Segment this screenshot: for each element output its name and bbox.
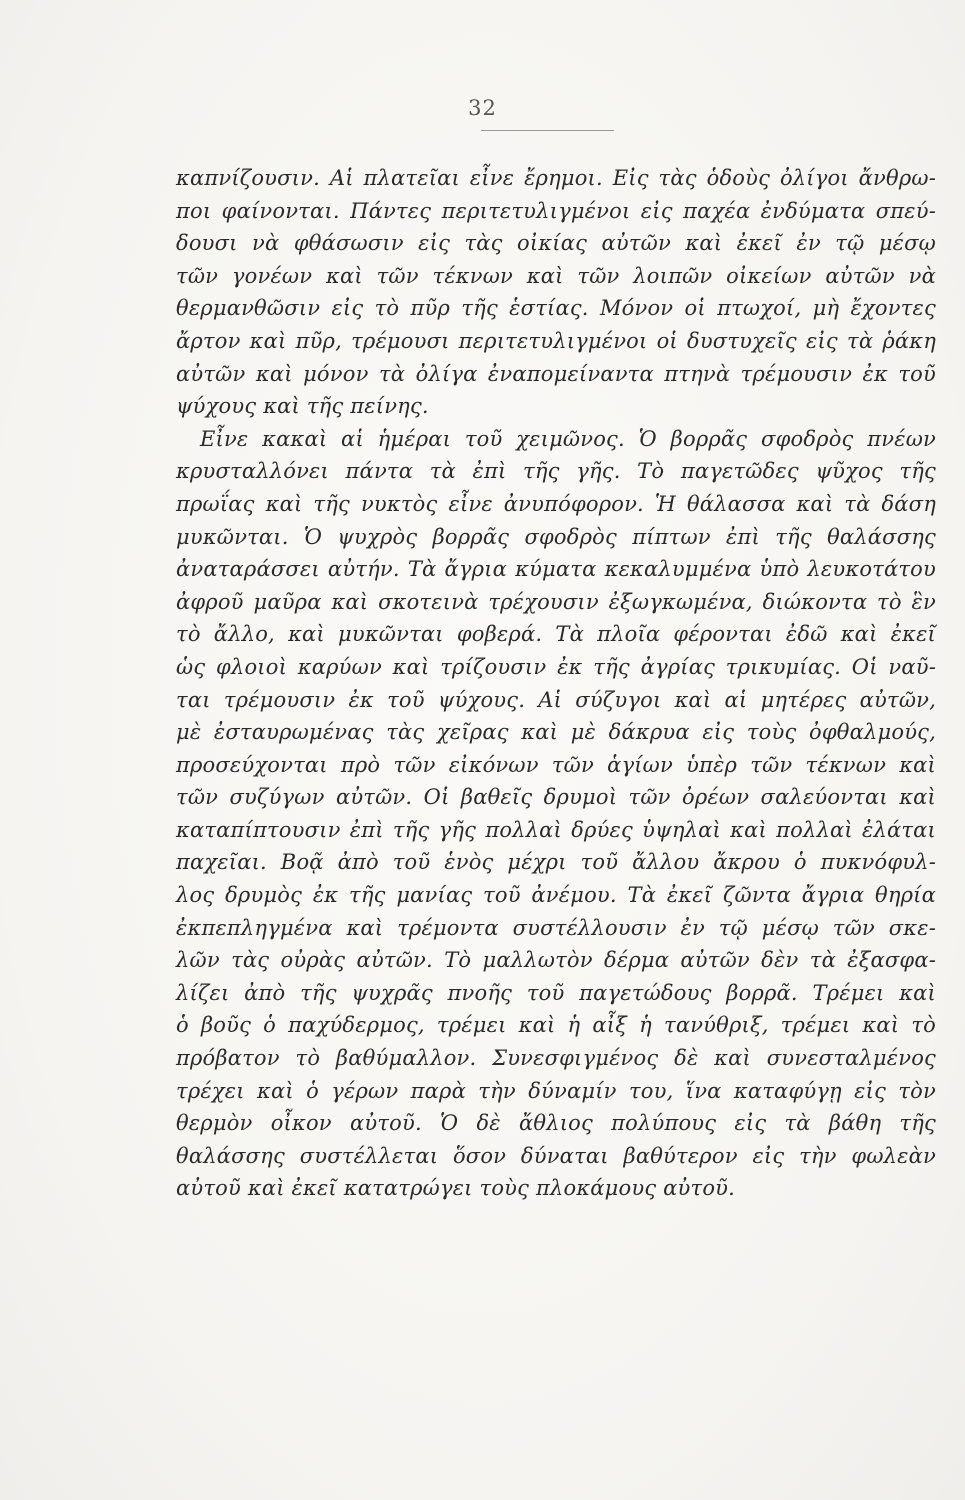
text-line: λῶν τὰς οὐρὰς αὐτῶν. Τὸ μαλλωτὸν δέρμα αὐτῶν δὲν τὰ ἐξασφα- [176, 948, 936, 973]
text-line: αὐτοῦ καὶ ἐκεῖ κατατρώγει τοὺς πλοκάμους αὐτοῦ. [176, 1176, 736, 1201]
text-line: πρωΐας καὶ τῆς νυκτὸς εἶνε ἀνυπόφορον. Ἡ θάλασσα καὶ τὰ δάση [176, 491, 936, 516]
text-line: δουσι νὰ φθάσωσιν εἰς τὰς οἰκίας αὐτῶν καὶ ἐκεῖ ἐν τῷ μέσῳ [176, 231, 936, 256]
text-line: λίζει ἀπὸ τῆς ψυχρᾶς πνοῆς τοῦ παγετώδους βορρᾶ. Τρέμει καὶ [176, 980, 936, 1005]
text-line: ψύχους καὶ τῆς πείνης. [176, 394, 429, 419]
text-line: τὸ ἄλλο, καὶ μυκῶνται φοβερά. Τὰ πλοῖα φέρονται ἐδῶ καὶ ἐκεῖ [176, 622, 936, 647]
text-line: πρόβατον τὸ βαθύμαλλον. Συνεσφιγμένος δὲ καὶ συνεσταλμένος [176, 1046, 936, 1071]
text-line: ποι φαίνονται. Πάντες περιτετυλιγμένοι εἰς παχέα ἐνδύματα σπεύ- [176, 198, 936, 223]
text-line: λος δρυμὸς ἐκ τῆς μανίας τοῦ ἀνέμου. Τὰ ἐκεῖ ζῶντα ἄγρια θηρία [176, 883, 936, 908]
header-rule [481, 130, 614, 131]
text-line: καταπίπτουσιν ἐπὶ τῆς γῆς πολλαὶ δρύες ὑψηλαὶ καὶ πολλαὶ ἐλάται [176, 817, 936, 842]
text-line: ἐκπεπληγμένα καὶ τρέμοντα συστέλλουσιν ἐν τῷ μέσῳ τῶν σκε- [176, 915, 936, 940]
text-line: ται τρέμουσιν ἐκ τοῦ ψύχους. Αἱ σύζυγοι καὶ αἱ μητέρες αὐτῶν, [176, 687, 936, 712]
text-line: αὐτῶν καὶ μόνον τὰ ὀλίγα ἐναπομείναντα πτηνὰ τρέμουσιν ἐκ τοῦ [176, 361, 936, 386]
text-line: προσεύχονται πρὸ τῶν εἰκόνων τῶν ἁγίων ὑπὲρ τῶν τέκνων καὶ [176, 752, 936, 777]
text-line: ἀναταράσσει αὐτήν. Τὰ ἄγρια κύματα κεκαλυμμένα ὑπὸ λευκοτάτου [176, 557, 936, 582]
text-line: τῶν γονέων καὶ τῶν τέκνων καὶ τῶν λοιπῶν οἰκείων αὐτῶν νὰ [176, 263, 936, 288]
body-text [176, 162, 936, 1205]
text-line: παχεῖαι. Βοᾷ ἀπὸ τοῦ ἑνὸς μέχρι τοῦ ἄλλου ἄκρου ὁ πυκνόφυλ- [176, 850, 936, 875]
text-line: θερμὸν οἶκον αὐτοῦ. Ὁ δὲ ἄθλιος πολύπους εἰς τὰ βάθη τῆς [176, 1111, 936, 1136]
text-line: θερμανθῶσιν εἰς τὸ πῦρ τῆς ἑστίας. Μόνον οἱ πτωχοί, μὴ ἔχοντες [176, 296, 936, 321]
text-line: τῶν συζύγων αὐτῶν. Οἱ βαθεῖς δρυμοὶ τῶν ὀρέων σαλεύονται καὶ [176, 785, 936, 810]
text-line: ὁ βοῦς ὁ παχύδερμος, τρέμει καὶ ἡ αἶξ ἡ τανύθριξ, τρέμει καὶ τὸ [176, 1013, 936, 1038]
text-line: κρυσταλλόνει πάντα τὰ ἐπὶ τῆς γῆς. Τὸ παγετῶδες ψῦχος τῆς [176, 459, 936, 484]
text-line: θαλάσσης συστέλλεται ὅσον δύναται βαθύτερον εἰς τὴν φωλεὰν [176, 1143, 936, 1168]
text-line: ἄρτον καὶ πῦρ, τρέμουσι περιτετυλιγμένοι οἱ δυστυχεῖς εἰς τὰ ῥάκη [176, 328, 936, 353]
text-line: μυκῶνται. Ὁ ψυχρὸς βορρᾶς σφοδρὸς πίπτων ἐπὶ τῆς θαλάσσης [176, 524, 936, 549]
page-number: 32 [468, 96, 497, 120]
text-line: τρέχει καὶ ὁ γέρων παρὰ τὴν δύναμίν του, ἵνα καταφύγῃ εἰς τὸν [176, 1078, 936, 1103]
text-line: ὡς φλοιοὶ καρύων καὶ τρίζουσιν ἐκ τῆς ἀγρίας τρικυμίας. Οἱ ναῦ- [176, 654, 936, 679]
text-line: ἀφροῦ μαῦρα καὶ σκοτεινὰ τρέχουσιν ἐξωγκωμένα, διώκοντα τὸ ἓν [176, 589, 936, 614]
text-line: Εἶνε κακαὶ αἱ ἡμέραι τοῦ χειμῶνος. Ὁ βορρᾶς σφοδρὸς πνέων [200, 426, 936, 451]
text-line: καπνίζουσιν. Αἱ πλατεῖαι εἶνε ἔρημοι. Εἰς τὰς ὁδοὺς ὀλίγοι ἄνθρω- [176, 166, 936, 190]
text-line: μὲ ἐσταυρωμένας τὰς χεῖρας καὶ μὲ δάκρυα εἰς τοὺς ὀφθαλμούς, [176, 720, 936, 745]
